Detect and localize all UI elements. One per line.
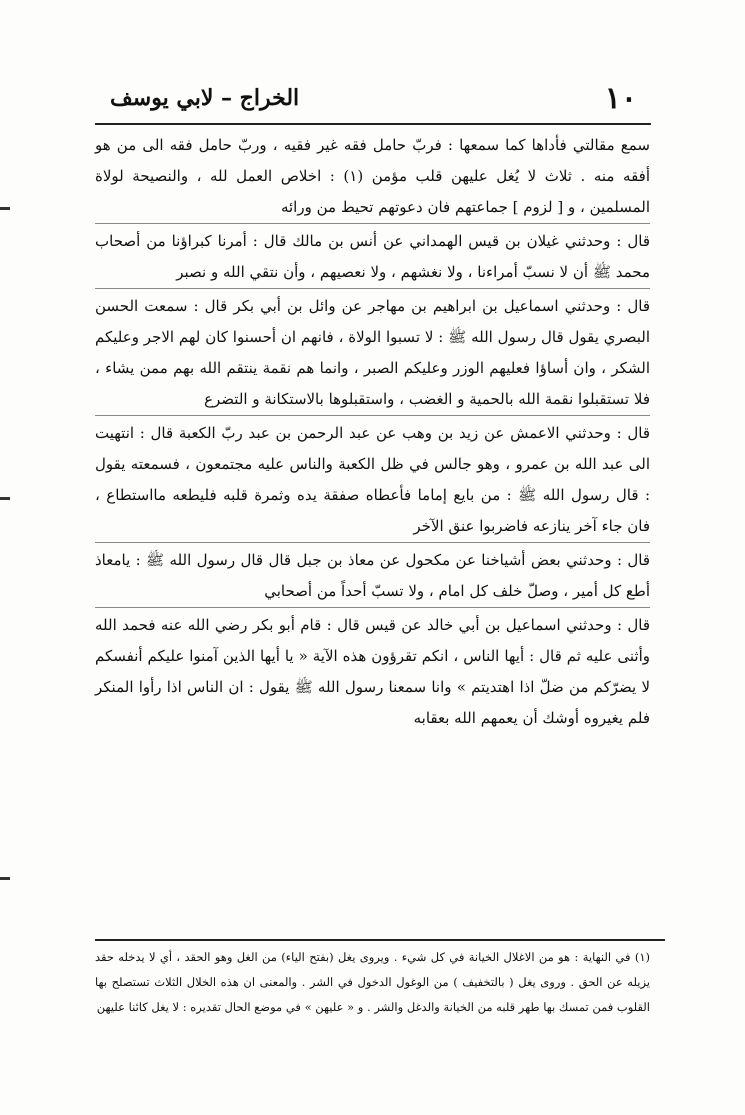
paragraph: سمع مقالتي فأداها كما سمعها : فربّ حامل فقه غير فقيه ، وربّ حامل فقه الى من هو أفقه منه . ثلاث لا يُغل عليهن قلب مؤمن (١) : اخلاص العمل لله ، والنصيحة لولاة المسلمين ، و [ لزوم ] جماعتهم فان دعوتهم تحيط من ورائه xyxy=(95,136,650,216)
margin-mark xyxy=(0,497,10,500)
footnote: (١) في النهاية : هو من الاغلال الخيانة في كل شيء . ويروى يغل (بفتح الياء) من الغل وهو الحقد ، أي لا يدخله حقد يزيله عن الحق . وروى يغل ( بالتخفيف ) من الوغول الدخول في الشر . والمعنى ان هذه الخلال الثلاث تستصلح بها القلوب فمن تمسك بها طهر قلبه من الخيانة والدغل والشر . و « عليهن » في موضع الحال تقديره : لا يغل كائنا عليهن xyxy=(95,950,650,1014)
paragraph: قال : وحدثني غيلان بن قيس الهمداني عن أنس بن مالك قال : أمرنا كبراؤنا من أصحاب محمد ﷺ أن لا نسبّ أمراءنا ، ولا نغشهم ، ولا نعصيهم ، وأن نتقي الله و نصبر xyxy=(95,223,650,288)
page-header xyxy=(110,78,637,118)
footnotes xyxy=(95,945,650,1020)
running-title: الخراج – لابي يوسف xyxy=(110,85,300,111)
margin-mark xyxy=(0,877,10,880)
paragraph: قال : وحدثني بعض أشياخنا عن مكحول عن معاذ بن جبل قال قال رسول الله ﷺ : يامعاذ أطع كل أمير ، وصلّ خلف كل امام ، ولا تسبّ أحداً من أصحابي xyxy=(95,542,650,607)
paragraph: قال : وحدثني الاعمش عن زيد بن وهب عن عبد الرحمن بن عبد ربّ الكعبة قال : انتهيت الى عبد الله بن عمرو ، وهو جالس في ظل الكعبة والناس عليه مجتمعون ، فسمعته يقول : قال رسول الله ﷺ : من بايع إماما فأعطاه صفقة يده وثمرة قلبه فليطعه مااستطاع ، فان جاء آخر ينازعه فاضربوا عنق الآخر xyxy=(95,415,650,542)
page-number: ١٠ xyxy=(604,80,637,116)
main-text xyxy=(95,130,650,734)
header-rule xyxy=(95,123,651,125)
footnote-rule xyxy=(95,939,665,941)
margin-mark xyxy=(0,207,10,210)
paragraph: قال : وحدثني اسماعيل بن ابراهيم بن مهاجر عن وائل بن أبي بكر قال : سمعت الحسن البصري يقول قال رسول الله ﷺ : لا تسبوا الولاة ، فانهم ان أحسنوا كان لهم الاجر وعليكم الشكر ، وان أساؤا فعليهم الوزر وعليكم الصبر ، وانما هم نقمة ينتقم الله بهم ممن يشاء ، فلا تستقبلوا نقمة الله بالحمية و الغضب ، واستقبلوها بالاستكانة و التضرع xyxy=(95,288,650,415)
paragraph: قال : وحدثني اسماعيل بن أبي خالد عن قيس قال : قام أبو بكر رضي الله عنه فحمد الله وأثنى عليه ثم قال : أيها الناس ، انكم تقرؤون هذه الآية « يا أيها الذين آمنوا عليكم أنفسكم لا يضرّكم من ضلّ اذا اهتديتم » وانا سمعنا رسول الله ﷺ يقول : ان الناس اذا رأوا المنكر فلم يغيروه أوشك أن يعمهم الله بعقابه xyxy=(95,607,650,734)
